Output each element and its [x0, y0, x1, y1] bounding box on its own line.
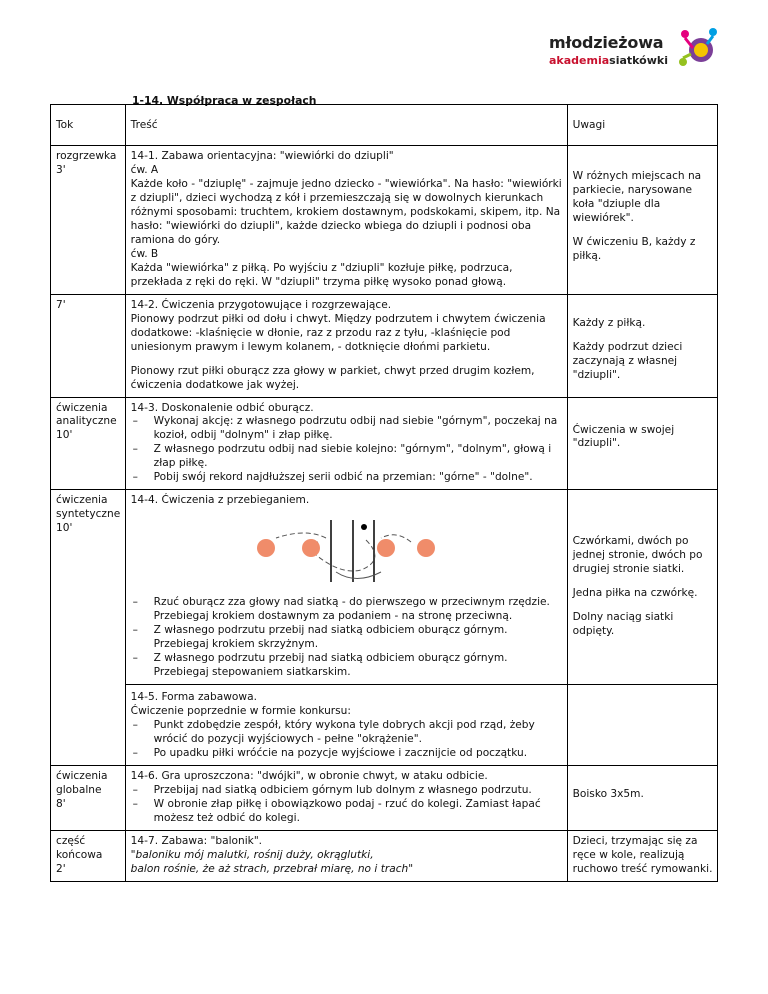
list-item: – Po upadku piłki wróćcie na pozycje wyjściowe i zacznijcie od początku.: [131, 747, 563, 761]
player-icon: [417, 539, 435, 557]
header-tok: Tok: [51, 105, 126, 146]
list-item: – Z własnego podrzutu przebij nad siatką odbiciem oburącz górnym. Przebiegaj stepowaniem siatkarskim.: [131, 652, 563, 680]
content-cell: 14-3. Doskonalenie odbić oburącz. – Wykonaj akcję: z własnego podrzutu odbij nad siebie "górnym", poczekaj na kozioł, odbij "dolnym" i złap piłkę. – Z własnego podrzutu odbij nad siebie kolejno: "górnym", "dolnym", głową i złap piłkę. – Pobij swój rekord najdłuższej serii odbić na przemian: "górne" - "dolne".: [125, 397, 567, 490]
notes-cell: Ćwiczenia w swojej "dziupli".: [567, 397, 717, 490]
table-row: [51, 830, 718, 881]
tok-cell: część końcowa 2': [51, 830, 126, 881]
ball-marker-icon: [361, 524, 367, 530]
notes-cell: Każdy z piłką. Każdy podrzut dzieci zaczynają z własnej "dziupli".: [567, 294, 717, 397]
logo-title: młodzieżowa: [549, 33, 664, 52]
notes-cell: W różnych miejscach na parkiecie, narysowane koła "dziuple dla wiewiórek". W ćwiczeniu B, każdy z piłką.: [567, 146, 717, 295]
list-item: – Z własnego podrzutu przebij nad siatką odbiciem oburącz górnym. Przebiegaj krokiem skrzyżnym.: [131, 624, 563, 652]
tok-cell: ćwiczenia globalne 8': [51, 765, 126, 830]
tok-cell: ćwiczenia analityczne 10': [51, 397, 126, 490]
notes-cell: Czwórkami, dwóch po jednej stronie, dwóch po drugiej stronie siatki. Jedna piłka na czwórkę. Dolny naciąg siatki odpięty.: [567, 490, 717, 685]
court-diagram: [246, 510, 446, 596]
list-item: – W obronie złap piłkę i obowiązkowo podaj - rzuć do kolegi. Zamiast łapać możesz też odbić do kolegi.: [131, 798, 563, 826]
list-item: – Rzuć oburącz zza głowy nad siatką - do pierwszego w przeciwnym rzędzie. Przebiegaj krokiem dostawnym za podaniem - na stronę przeciwną.: [131, 596, 563, 624]
table-row: [51, 146, 718, 295]
tok-cell: [51, 685, 126, 766]
table-row: [51, 765, 718, 830]
tok-cell: 7': [51, 294, 126, 397]
header-tresc: Treść: [125, 105, 567, 146]
lesson-table: [50, 104, 718, 882]
content-cell: 14-7. Zabawa: "balonik". "baloniku mój malutki, rośnij duży, okrąglutki, balon rośnie, że aż strach, przebrał miarę, no i trach": [125, 830, 567, 881]
content-cell: 14-2. Ćwiczenia przygotowujące i rozgrzewające. Pionowy podrzut piłki od dołu i chwyt. Między podrzutem i chwytem ćwiczenia dodatkowe: -klaśnięcie w dłonie, raz z przodu raz z tyłu, -klaśnięcie pod uniesionym prawym i lewym kolanem, - dotknięcie dłońmi parkietu. Pionowy rzut piłki oburącz zza głowy w parkiet, chwyt przed drugim kozłem, ćwiczenia dodatkowe jak wyżej.: [125, 294, 567, 397]
player-icon: [257, 539, 275, 557]
logo-subtitle: akademiasiatkówki: [549, 54, 668, 67]
list-item: – Przebijaj nad siatką odbiciem górnym lub dolnym z własnego podrzutu.: [131, 784, 563, 798]
table-row: [51, 294, 718, 397]
document-title: 1-14. Współpraca w zespołach: [132, 94, 317, 107]
content-cell: 14-4. Ćwiczenia z przebieganiem. – Rzuć oburącz zza głowy nad siatką - do pierwszego w przeciwnym rzędzie. Przebiegaj krokiem dostawnym za podaniem - na stronę przeciwną. – Z własnego podrzutu przebij nad siatką odbiciem oburącz górnym. Przebiegaj krokiem skrzyżnym. – Z własnego podrzutu przebij nad siatką odbiciem oburącz górnym. Przebiegaj stepowaniem siatkarskim.: [125, 490, 567, 685]
player-icon: [302, 539, 320, 557]
content-cell: 14-5. Forma zabawowa. Ćwiczenie poprzednie w formie konkursu: – Punkt zdobędzie zespół, który wykona tyle dobrych akcji pod rząd, żeby wrócić do pozycji wyjściowych - pełne "okrążenie". – Po upadku piłki wróćcie na pozycje wyjściowe i zacznijcie od początku.: [125, 685, 567, 766]
logo: [545, 24, 725, 80]
table-header-row: [51, 105, 718, 146]
notes-cell: Boisko 3x5m.: [567, 765, 717, 830]
notes-cell: [567, 685, 717, 766]
header-uwagi: Uwagi: [567, 105, 717, 146]
list-item: – Pobij swój rekord najdłuższej serii odbić na przemian: "górne" - "dolne".: [131, 471, 563, 485]
table-row: [51, 685, 718, 766]
table-row: [51, 490, 718, 685]
player-icon: [377, 539, 395, 557]
list-item: – Z własnego podrzutu odbij nad siebie kolejno: "górnym", "dolnym", głową i złap piłkę.: [131, 443, 563, 471]
tok-cell: ćwiczenia syntetyczne 10': [51, 490, 126, 685]
tok-cell: rozgrzewka 3': [51, 146, 126, 295]
list-item: – Wykonaj akcję: z własnego podrzutu odbij nad siebie "górnym", poczekaj na kozioł, odbij "dolnym" i złap piłkę.: [131, 415, 563, 443]
notes-cell: Dzieci, trzymając się za ręce w kole, realizują ruchowo treść rymowanki.: [567, 830, 717, 881]
list-item: – Punkt zdobędzie zespół, który wykona tyle dobrych akcji pod rząd, żeby wrócić do pozycji wyjściowych - pełne "okrążenie".: [131, 719, 563, 747]
table-row: [51, 397, 718, 490]
exercise-diagram: [131, 508, 563, 596]
volleyball-logo-icon: [673, 24, 721, 76]
content-cell: 14-1. Zabawa orientacyjna: "wiewiórki do dziupli" ćw. A Każde koło - "dziuplę" - zajmuje jedno dziecko - "wiewiórka". Na hasło: "wiewiórki z dziupli", dzieci wychodzą z kół i przemieszczają się w dowolnych kierunkach różnymi sposobami: truchtem, krokiem dostawnym, podskokami, skipem, itp. Na hasło: "wiewiórki do dziupli", każde dziecko wbiega do dziupli i podnosi oba ramiona do góry. ćw. B Każda "wiewiórka" z piłką. Po wyjściu z "dziupli" kozłuje piłkę, podrzuca, przekłada z ręki do ręki. W "dziupli" trzyma piłkę wysoko ponad głową.: [125, 146, 567, 295]
content-cell: 14-6. Gra uproszczona: "dwójki", w obronie chwyt, w ataku odbicie. – Przebijaj nad siatką odbiciem górnym lub dolnym z własnego podrzutu. – W obronie złap piłkę i obowiązkowo podaj - rzuć do kolegi. Zamiast łapać możesz też odbić do kolegi.: [125, 765, 567, 830]
